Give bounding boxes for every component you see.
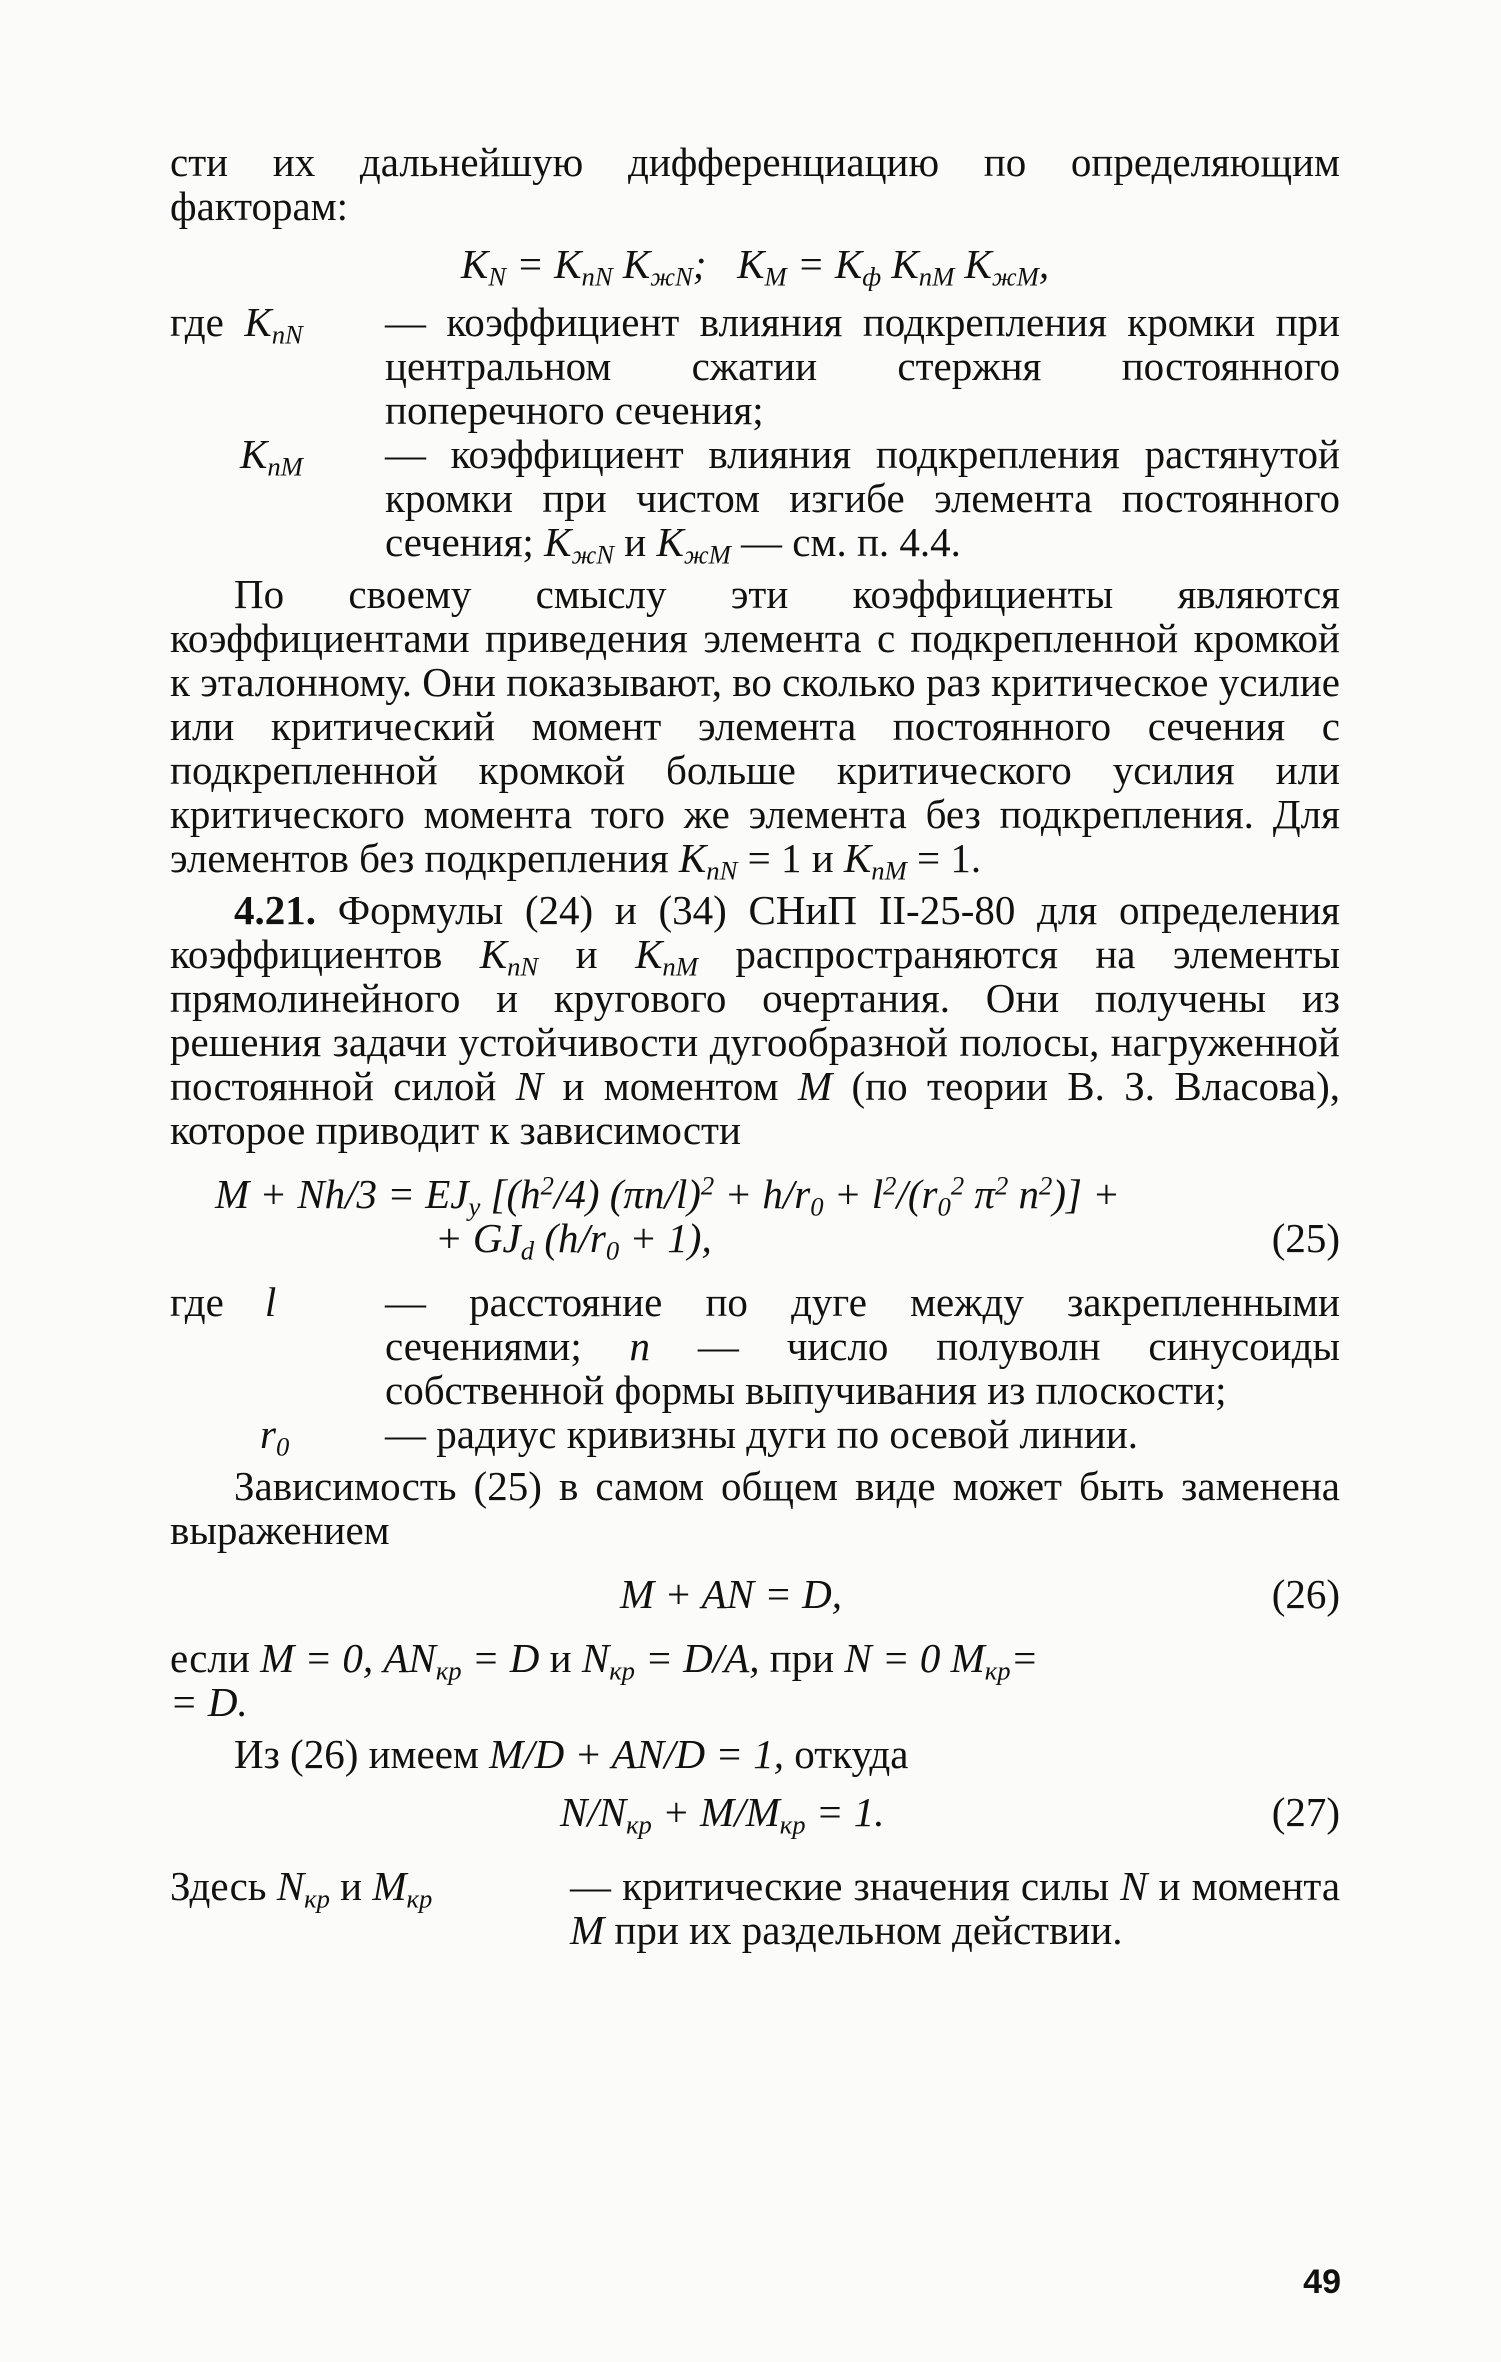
formula-k-coefficients: $K_N = K_{пN}$ $K_{жN}$; $K_M = K_ф$ $K_{пM}$ $K_{жM}$,	[460, 241, 1050, 292]
equation-26-number: (26)	[1271, 1571, 1340, 1617]
definition-r0-text: — радиус кривизны дуги по осевой линии.	[385, 1411, 1139, 1457]
definition-kpm-text: — коэффициент влияния подкрепления растянутой кромки при чистом изгибе элемента постоянного сечения;	[385, 431, 1340, 565]
where-label: где	[170, 299, 224, 345]
definition-l-text: — расстояние по дуге между закрепленными сечениями;	[385, 1279, 1340, 1369]
equation-26: M + AN = D, (26)	[620, 1571, 1340, 1617]
paragraph-from-26: Из (26) имеем M/D + AN/D = 1, откуда	[234, 1731, 909, 1777]
paragraph-intro: сти их дальнейшую дифференциацию по определяющим факторам:	[170, 139, 1340, 229]
page-number: 49	[1303, 2263, 1341, 2301]
paragraph-if: если M = 0, $AN_{кр} = D$ и $N_{кр} = D/A$, при N = 0 $M_{кр}=$ = D.	[170, 1635, 1039, 1725]
equation-27-number: (27)	[1271, 1789, 1340, 1835]
definition-l: где l — расстояние по дуге между закрепленными сечениями; n — число полуволн синусоиды собственной формы выпучивания из плоскости;	[170, 1279, 1340, 1413]
paragraph-4-21: 4.21. Формулы (24) и (34) СНиП II-25-80 для определения коэффициентов $K_{пN}$ и $K_{пM}$ распространяются на элементы прямолинейного и кругового очертания. Они получены из решения задачи устойчивости дугообразной полосы, нагруженной постоянной силой N и моментом M (по теории В. З. Власова), которое приводит к зависимости	[170, 887, 1341, 1153]
equation-27: $N/N_{кр} + M/M_{кр} = 1$. (27)	[560, 1789, 1340, 1840]
paragraph-here: Здесь $N_{кр}$ и $M_{кр}$ — критические значения силы N и момента M при их раздельном действии.	[170, 1863, 1341, 1953]
definition-kpn-text: — коэффициент влияния подкрепления кромки при центральном сжатии стержня постоянного поперечного сечения;	[385, 299, 1340, 433]
definition-kpm: $K_{пM}$ — коэффициент влияния подкрепления растянутой кромки при чистом изгибе элемента постоянного сечения; $K_{жN}$ и $K_{жM}$ — см. п. 4.4.	[240, 431, 1340, 570]
equation-25-number: (25)	[1271, 1215, 1340, 1261]
equation-25: $M + Nh/3 = EJ_y$ [$(h^2/4) (\pi n/l)^2 + h/r_0 + l^2/(r_0^2$ $\pi^2$ $n^2$)] +	[215, 1170, 1120, 1222]
page-body: сти их дальнейшую дифференциацию по определяющим факторам: $K_N = K_{пN}$ $K_{жN}$; $K_M = K_ф$ $K_{пM}$ $K_{жM}$, где $K_{пN}$ — коэффициент влияния подкрепления кромки при центральном сжатии стержня постоянного поперечного сечения; $K_{пM}$ — коэффициент влияния подкрепления растянутой кромки при чистом изгибе элемента постоянного сечения; $K_{жN}$ и $K_{жM}$ — см. п. 4.4. По своему смыслу эти коэффициенты являются коэффициентами приведения элемента с подкрепленной кромкой к эталонному. Они показывают, во сколько раз критическое усилие или критический момент элемента постоянного сечения с подкрепленной кромкой больше критического усилия или критического момента того же элемента без подкрепления. Для элементов без подкрепления $K_{пN} = 1$ и $K_{пM} = 1$. 4.21. Формулы (24) и (34) СНиП II-25-80 для определения коэффициентов $K_{пN}$ и $K_{пM}$ распространяются на элементы прямолинейного и кругового очертания. Они получены из решения задачи устойчивости дугообразной полосы, нагруженной постоянной силой N и моментом M (по теории В. З. Власова), которое приводит к зависимости $M + Nh/3 = EJ_y$ [$(h^2/4) (\pi n/l)^2 + h/r_0 + l^2/(r_0^2$ $\pi^2$ $n^2$)] + + $GJ_d$ $(h/r_0 + 1)$, (25) где l — расстояние по дуге между закрепленными сечениями; n — число полуволн синусоиды собственной формы выпучивания из плоскости; $r_0$ — радиус кривизны дуги по осевой линии. Зависимость (25) в самом общем виде может быть заменена выражением M + AN = D, (26) если M = 0, $AN_{кр} = D$ и $N_{кр} = D/A$, при N = 0 $M_{кр}=$ = D. Из (26) имеем M/D + AN/D = 1, откуда $N/N_{кр} + M/M_{кр} = 1$. (27) Здесь $N_{кр}$ и $M_{кр}$ — критические значения силы N и момента M при их раздельном действии.	[170, 139, 1341, 1953]
definition-n-text: — число полуволн синусоиды собственной формы выпучивания из плоскости;	[385, 1323, 1340, 1413]
definition-r0: $r_0$ — радиус кривизны дуги по осевой линии.	[170, 1412, 1340, 1456]
section-number: 4.21.	[234, 887, 316, 933]
paragraph-meaning: По своему смыслу эти коэффициенты являются коэффициентами приведения элемента с подкрепленной кромкой к эталонному. Они показывают, во сколько раз критическое усилие или критический момент элемента постоянного сечения с подкрепленной кромкой больше критического усилия или критического момента того же элемента без подкрепления. Для элементов без подкрепления $K_{пN} = 1$ и $K_{пM} = 1$.	[170, 571, 1340, 886]
definition-kpn: где $K_{пN}$ — коэффициент влияния подкрепления кромки при центральном сжатии стержня постоянного поперечного сечения;	[170, 299, 1340, 433]
paragraph-dependency: Зависимость (25) в самом общем виде может быть заменена выражением	[170, 1463, 1340, 1553]
